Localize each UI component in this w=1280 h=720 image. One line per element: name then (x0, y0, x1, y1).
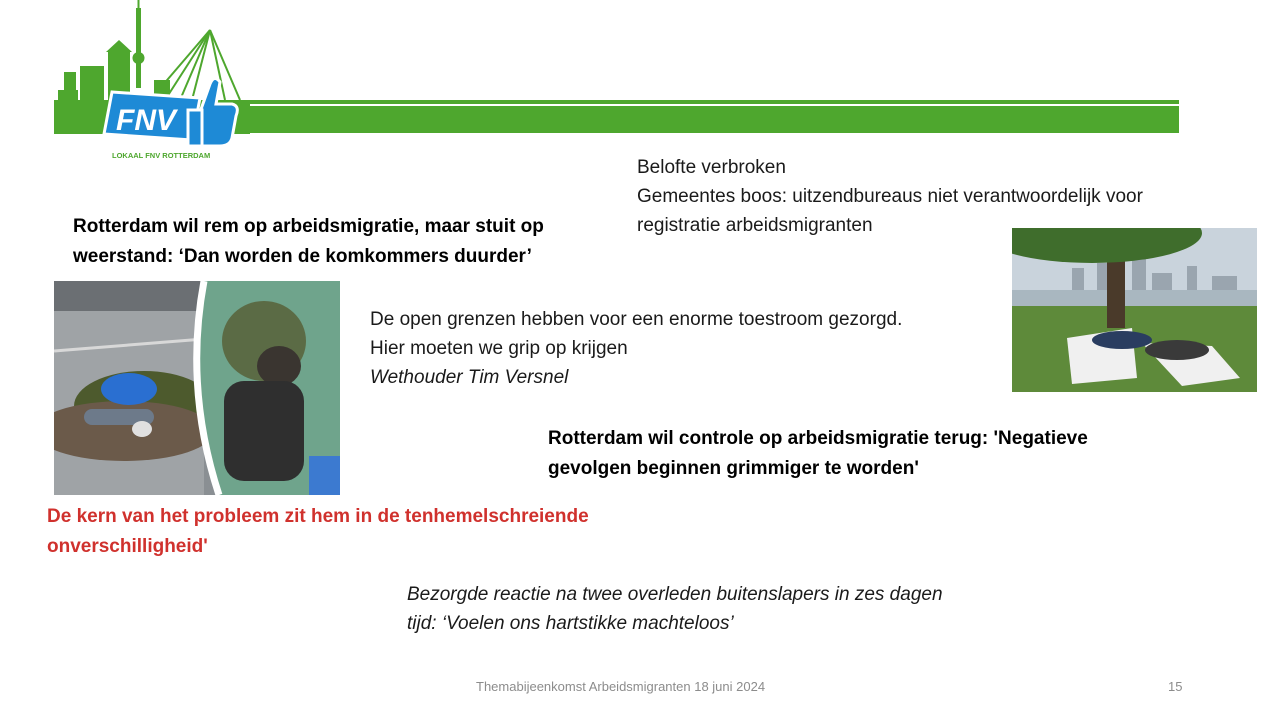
belofte-line-2: Gemeentes boos: uitzendbureaus niet verantwoordelijk voor (637, 186, 1143, 207)
headline-bezorgde-reactie (407, 580, 1067, 638)
fnv-subtitle-text: LOKAAL FNV ROTTERDAM (112, 151, 211, 160)
rem-line-1: Rotterdam wil rem op arbeidsmigratie, maar stuit op (73, 216, 544, 237)
belofte-line-1: Belofte verbroken (637, 157, 786, 178)
fnv-brand-text: FNV (116, 104, 176, 137)
headline-kern-probleem (47, 502, 727, 562)
kern-line-2: onverschilligheid' (47, 536, 208, 557)
rem-line-2: weerstand: ‘Dan worden de komkommers duurder’ (73, 246, 532, 267)
photo-homeless-street (54, 281, 340, 495)
quote-tim-versnel (370, 305, 1010, 392)
belofte-line-3: registratie arbeidsmigranten (637, 215, 873, 236)
controle-line-2: gevolgen beginnen grimmiger te worden' (548, 458, 919, 479)
footer-text: Themabijeenkomst Arbeidsmigranten 18 juni 2024 (476, 679, 766, 694)
fnv-header (50, 0, 1185, 165)
headline-belofte-verbroken (637, 153, 1257, 240)
header-green-band (240, 106, 1179, 133)
quote-line-1: De open grenzen hebben voor een enorme toestroom gezorgd. (370, 309, 903, 330)
bezorgd-line-2: tijd: ‘Voelen ons hartstikke machteloos’ (407, 613, 734, 634)
controle-line-1: Rotterdam wil controle op arbeidsmigratie terug: 'Negatieve (548, 428, 1088, 449)
quote-author: Wethouder Tim Versnel (370, 367, 569, 388)
header-green-bar (240, 100, 1179, 104)
kern-line-1: De kern van het probleem zit hem in de tenhemelschreiende (47, 506, 589, 527)
photo-mattresses-park (1012, 228, 1257, 392)
headline-rotterdam-rem (73, 212, 633, 272)
page-number: 15 (1168, 679, 1183, 694)
fnv-logo (50, 0, 250, 165)
headline-rotterdam-controle (548, 424, 1208, 484)
bezorgd-line-1: Bezorgde reactie na twee overleden buitenslapers in zes dagen (407, 584, 943, 605)
euromast-tower-icon (136, 8, 141, 88)
quote-line-2: Hier moeten we grip op krijgen (370, 338, 628, 359)
